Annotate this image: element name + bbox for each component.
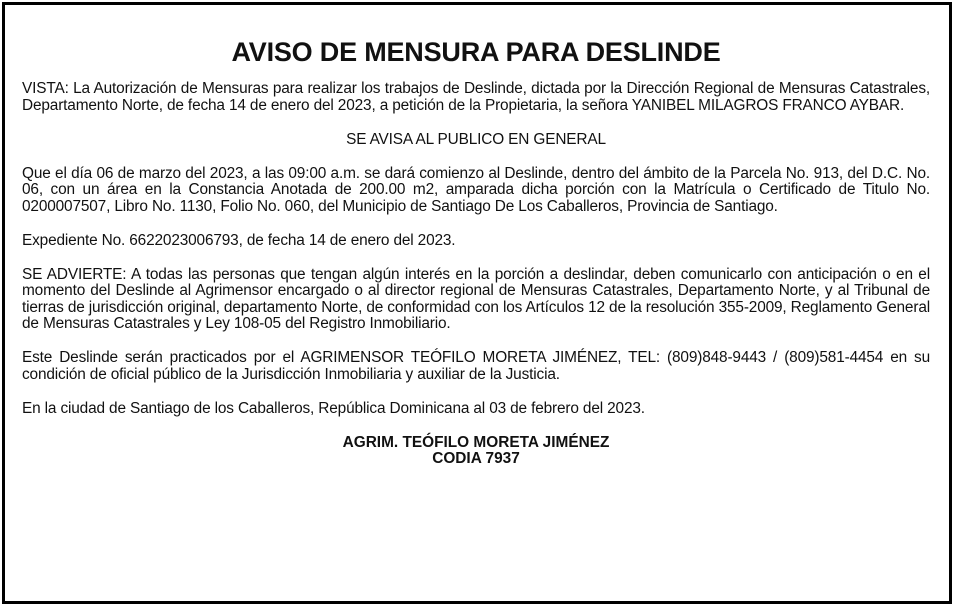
paragraph-surveyor: Este Deslinde serán practicados por el AGRIMENSOR TEÓFILO MORETA JIMÉNEZ, TEL: (809)848-9443 / (809)581-4454 en su condición de oficial público de la Jurisdicción Inmobiliaria y auxiliar de la Justicia. [22,349,930,383]
paragraph-public-notice: SE AVISA AL PUBLICO EN GENERAL [346,130,606,148]
notice-content [22,35,930,467]
signature-codia: CODIA 7937 [432,449,520,467]
notice-title: AVISO DE MENSURA PARA DESLINDE [231,37,721,67]
paragraph-advierte: SE ADVIERTE: A todas las personas que tengan algún interés en la porción a deslindar, deben comunicarlo con anticipación o en el momento del Deslinde al Agrimensor encargado o al director regional de Mensuras Catastrales, Departamento Norte, y al Tribunal de tierras de jurisdicción original, departamento Norte, de conformidad con los Artículos 12 de la resolución 355-2009, Reglamento General de Mensuras Catastrales y Ley 108-05 del Registro Inmobiliario. [22,265,930,332]
paragraph-deslinde-details: Que el día 06 de marzo del 2023, a las 09:00 a.m. se dará comienzo al Deslinde, dentro del ámbito de la Parcela No. 913, del D.C. No. 06, con un área en la Constancia Anotada de 200.00 m2, amparada dicha porción con la Matrícula o Certificado de Titulo No. 0200007507, Libro No. 1130, Folio No. 060, del Municipio de Santiago De Los Caballeros, Provincia de Santiago. [22,164,930,215]
signature-name: AGRIM. TEÓFILO MORETA JIMÉNEZ [342,433,610,451]
paragraph-city-date: En la ciudad de Santiago de los Caballeros, República Dominicana al 03 de febrero del 2023. [22,399,645,417]
paragraph-vista: VISTA: La Autorización de Mensuras para realizar los trabajos de Deslinde, dictada por la Dirección Regional de Mensuras Catastrales, Departamento Norte, de fecha 14 de enero del 2023, a petición de la Propietaria, la señora YANIBEL MILAGROS FRANCO AYBAR. [22,80,930,114]
notice-frame [2,2,952,604]
paragraph-expediente: Expediente No. 6622023006793, de fecha 14 de enero del 2023. [22,231,456,249]
